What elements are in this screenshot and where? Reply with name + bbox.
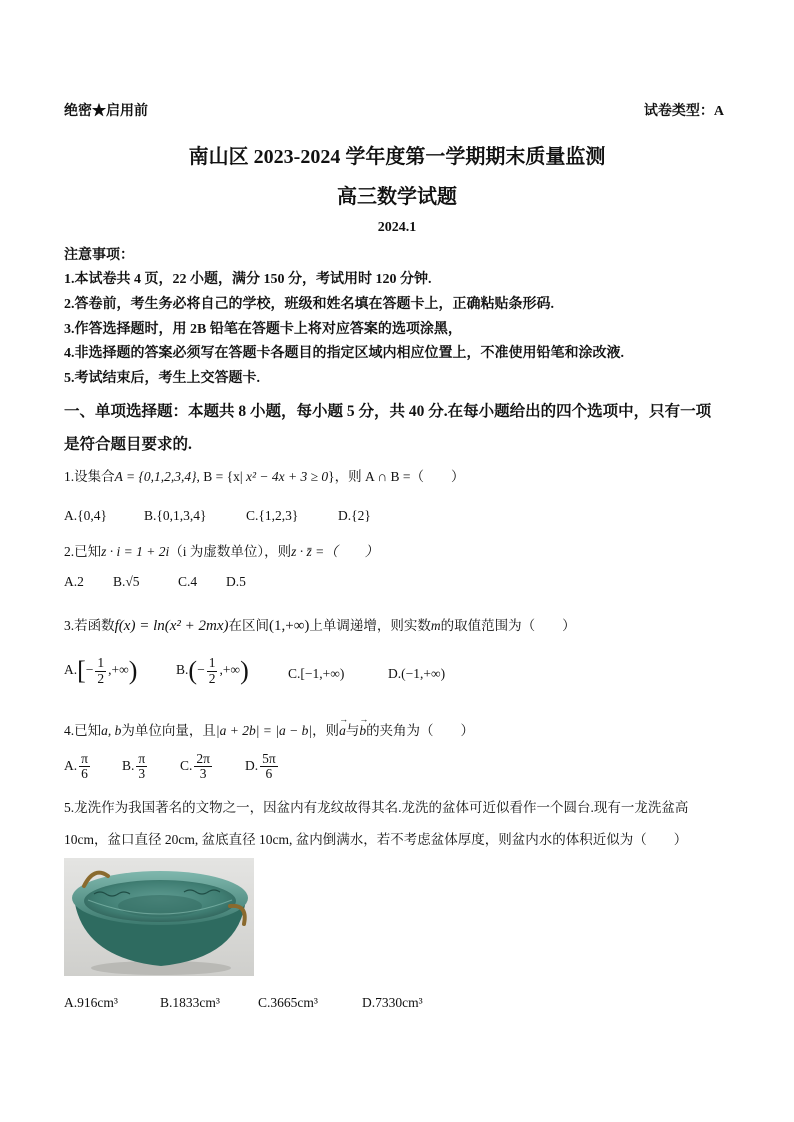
q4-prefix: 4.已知 xyxy=(64,723,102,738)
vector-b: → b xyxy=(359,723,366,739)
vector-a: → a xyxy=(339,723,346,739)
q4-option-a-den: 6 xyxy=(81,766,88,782)
q3-option-c: C.[−1,+∞) xyxy=(288,666,345,681)
question-1 xyxy=(64,465,465,485)
q4-option-c-num: 2π xyxy=(196,751,210,766)
paper-type-label: 试卷类型：A xyxy=(643,104,724,119)
q5-option-c: C.3665cm³ xyxy=(258,995,318,1010)
q2-equation: z · i = 1 + 2i xyxy=(101,544,170,559)
q3-frac-den: 2 xyxy=(97,670,105,686)
q4-option-b xyxy=(122,752,149,781)
q3-mid: 在区间 xyxy=(228,618,269,633)
q4-option-b-num: π xyxy=(138,751,146,766)
q4-condition: |a + 2b| = |a − b| xyxy=(215,723,313,738)
question-5-line2: 10cm，盆口直径 20cm, 盆底直径 10cm, 盆内倒满水，若不考虑盆体厚度，则盆内水的体积近似为（ ） xyxy=(64,832,688,847)
q3-interval: (1,+∞) xyxy=(269,618,310,634)
q4-option-c-den: 3 xyxy=(199,766,207,782)
q4-option-b-den: 3 xyxy=(138,766,146,782)
q2-prefix: 2.已知 xyxy=(64,544,102,559)
q2-option-a: A.2 xyxy=(64,574,84,589)
q3-frac-den: 2 xyxy=(208,670,216,686)
q4-option-d-den: 6 xyxy=(265,766,273,782)
confidential-label: 绝密★启用前 xyxy=(64,104,148,119)
q1-option-b: B.{0,1,3,4} xyxy=(144,508,207,523)
q5-option-d: D.7330cm³ xyxy=(362,995,423,1010)
question-3 xyxy=(64,614,576,635)
section-heading: 一、单项选择题：本题共 8 小题，每小题 5 分，共 40 分.在每小题给出的四个选项中，只有一项 xyxy=(64,403,712,420)
q4-option-d-label: D. xyxy=(245,757,259,773)
notice-item: 1.本试卷共 4 页，22 小题，满分 150 分，考试用时 120 分钟. xyxy=(64,272,432,287)
q4-vectors: a, b xyxy=(101,723,122,738)
notice-item: 5.考试结束后，考生上交答题卡. xyxy=(64,371,260,386)
q2-note: （i 为虚数单位），则 xyxy=(169,544,292,559)
q3-option-a-label: A. xyxy=(64,662,78,678)
q3-variable: m xyxy=(430,618,441,633)
q2-option-d: D.5 xyxy=(226,574,246,589)
q2-option-b xyxy=(113,574,140,590)
notice-heading: 注意事项： xyxy=(64,248,134,263)
q3-prefix: 3.若函数 xyxy=(64,618,115,633)
q3-function: f(x) = ln(x² + 2mx) xyxy=(114,618,229,634)
q4-mid: 为单位向量，且 xyxy=(121,723,216,738)
q3-option-a: A.[− $\frac{1}{2}$ ,+∞) xyxy=(64,655,138,686)
dragon-basin-illustration xyxy=(64,858,254,976)
dragon-basin-image xyxy=(64,858,254,976)
q4-option-b-label: B. xyxy=(122,757,135,773)
exam-date: 2024.1 xyxy=(377,220,417,235)
q3-option-d: D.(−1,+∞) xyxy=(388,666,446,681)
q3-option-b: B.(− $\frac{1}{2}$ ,+∞) xyxy=(176,655,249,686)
q4-option-c-label: C. xyxy=(180,757,193,773)
q2-option-c: C.4 xyxy=(178,574,198,589)
q3-ask: 的取值范围为（ ） xyxy=(440,618,576,633)
q4-option-a xyxy=(64,752,92,781)
q1-option-a: A.{0,4} xyxy=(64,508,107,523)
q3-frac-num: 1 xyxy=(97,655,105,671)
q2-option-b-label: B. xyxy=(113,574,126,589)
section-heading-cont: 是符合题目要求的. xyxy=(64,436,192,453)
q4-ask: 的夹角为（ ） xyxy=(366,723,475,738)
q4-option-a-num: π xyxy=(81,751,88,766)
q4-option-c xyxy=(180,752,214,781)
notice-item: 2.答卷前，考生务必将自己的学校，班级和姓名填在答题卡上，正确粘贴条形码. xyxy=(64,297,554,312)
q1-set-b-open: , B = {x| xyxy=(196,469,246,484)
notice-item: 4.非选择题的答案必须写在答题卡各题目的指定区域内相应位置上，不准使用铅笔和涂改液. xyxy=(64,346,624,361)
q3-option-b-label: B. xyxy=(176,662,189,678)
q2-option-b-value: √5 xyxy=(125,574,140,589)
q1-ask: ，则 A ∩ B =（ ） xyxy=(334,469,465,484)
question-4 xyxy=(64,719,474,739)
q1-prefix: 1.设集合 xyxy=(64,469,115,484)
q1-option-d: D.{2} xyxy=(338,508,371,523)
q5-option-a: A.916cm³ xyxy=(64,995,118,1010)
q1-set-a: A = {0,1,2,3,4} xyxy=(114,469,197,484)
q4-option-d xyxy=(245,752,280,781)
q4-ask-mid: 与 xyxy=(345,723,360,738)
q5-option-b: B.1833cm³ xyxy=(160,995,220,1010)
q1-inequality: x² − 4x + 3 ≥ 0 xyxy=(245,469,329,484)
q3-frac-num: 1 xyxy=(208,655,216,671)
q4-option-a-label: A. xyxy=(64,757,78,773)
q1-set-b-close: } xyxy=(328,469,335,484)
q4-option-d-num: 5π xyxy=(262,751,276,766)
exam-title: 南山区 2023-2024 学年度第一学期期末质量监测 xyxy=(188,146,606,168)
notice-item: 3.作答选择题时，用 2B 铅笔在答题卡上将对应答案的选项涂黑， xyxy=(64,322,462,337)
q2-ask: z · z̄ =（ ） xyxy=(291,544,379,559)
q4-ask-pre: ，则 xyxy=(312,723,340,738)
question-2 xyxy=(64,540,378,560)
q1-option-c: C.{1,2,3} xyxy=(246,508,299,523)
q3-mid2: 上单调递增，则实数 xyxy=(309,618,431,633)
question-5-line1: 5.龙洗作为我国著名的文物之一，因盆内有龙纹故得其名.龙洗的盆体可近似看作一个圆台.现有一龙洗盆高 xyxy=(64,800,689,815)
exam-subtitle: 高三数学试题 xyxy=(337,186,457,208)
